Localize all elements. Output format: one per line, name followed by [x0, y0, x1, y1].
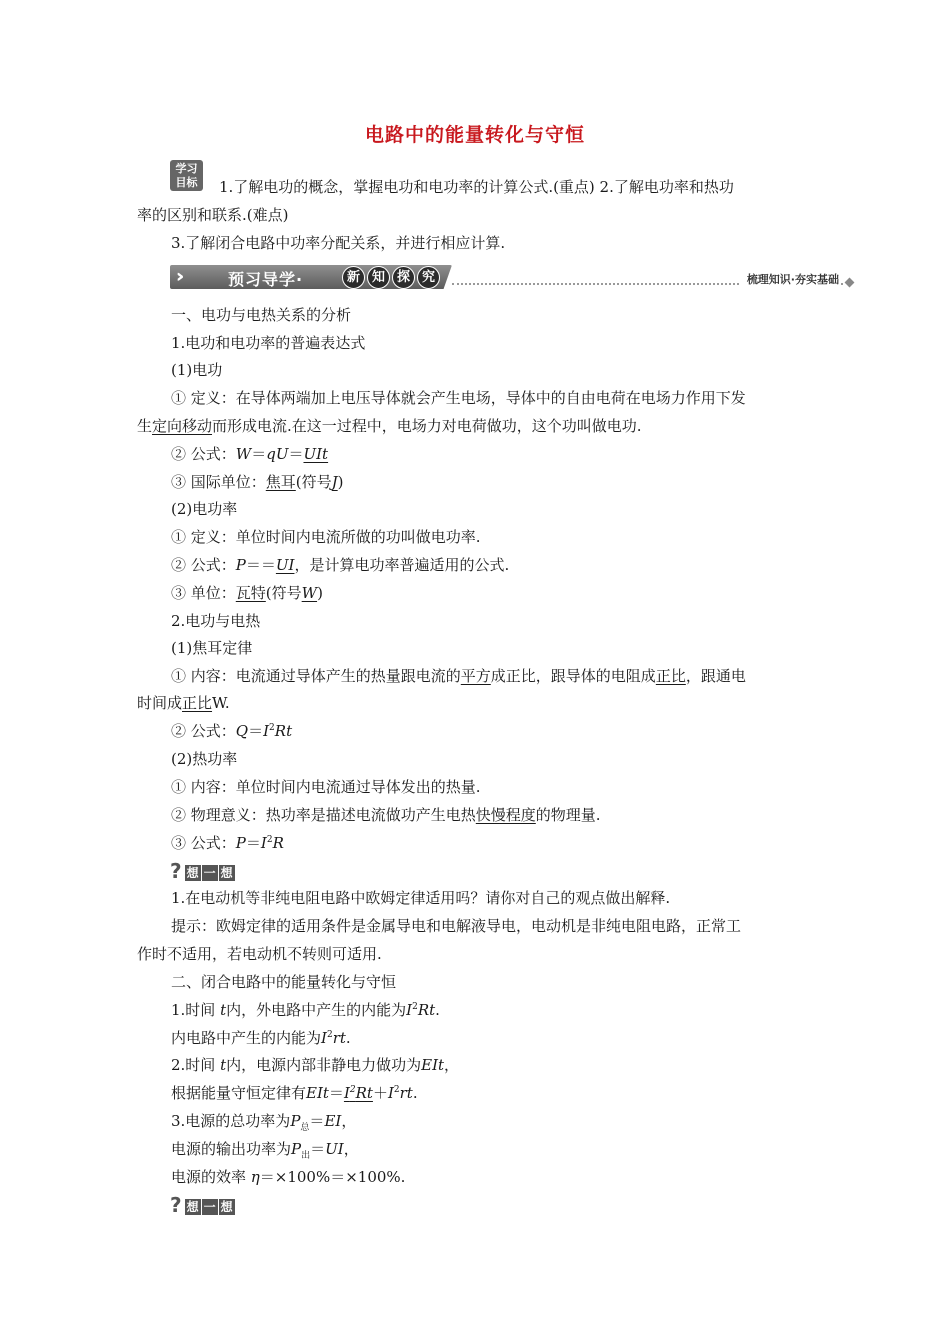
- think-label: [170, 1195, 236, 1215]
- var: UI: [325, 1140, 344, 1158]
- blank-answer: 焦耳: [265, 473, 296, 491]
- double-chevron-icon: ›››: [176, 266, 178, 287]
- goals-line-3: 3.了解闭合电路中功率分配关系，并进行相应计算.: [171, 234, 506, 252]
- think-chars: [185, 1196, 236, 1215]
- banner-subtitle: 梳理知识·夯实基础: [741, 271, 839, 287]
- text: ＝: [248, 722, 264, 740]
- goals-line-1: 1.了解电功的概念，掌握电功和电功率的计算公式.(重点) 2.了解电功率和热功: [219, 178, 734, 196]
- exponent: 2: [349, 1085, 356, 1095]
- text: ② 公式：: [171, 556, 236, 574]
- var: t: [220, 1056, 227, 1074]
- text: 内，电源内部非静电力做功为: [226, 1056, 422, 1074]
- page-title: 电路中的能量转化与守恒: [364, 124, 585, 146]
- var: I: [263, 722, 270, 740]
- var: W: [235, 445, 252, 463]
- goals-line-2: 率的区别和联系.(难点): [137, 206, 289, 224]
- text: (符号: [295, 473, 332, 491]
- var: Rt: [417, 1001, 436, 1019]
- banner-char: 究: [417, 266, 440, 289]
- diamond-icon: [845, 278, 855, 288]
- text: W.: [212, 694, 230, 712]
- var: P: [235, 834, 246, 852]
- think-char: 想: [186, 865, 199, 880]
- text: ＝: [245, 834, 261, 852]
- heat-power-content: ① 内容：单位时间内电流通过导体发出的热量.: [171, 778, 481, 796]
- var: Q: [235, 722, 249, 740]
- definition-line-2: [137, 416, 642, 436]
- question-mark-icon: ?: [170, 859, 182, 883]
- text: 3.电源的总功率为: [171, 1112, 291, 1130]
- text: 内电路中产生的内能为: [171, 1029, 322, 1047]
- text: ＝＝: [245, 556, 276, 574]
- item-2-line-1: [171, 1055, 459, 1075]
- banner-highlight-chars: [342, 266, 440, 289]
- text: 时间成: [137, 694, 183, 712]
- text: ，是计算电功率普遍适用的公式.: [294, 556, 510, 574]
- think-char: 一: [203, 865, 216, 880]
- formula-work: [171, 444, 328, 464]
- text: ，跟通电: [685, 667, 746, 685]
- subscript: 总: [300, 1123, 310, 1133]
- var: I: [406, 1001, 413, 1019]
- subscript: 出: [301, 1151, 311, 1161]
- question-mark-icon: ?: [170, 1193, 182, 1217]
- section-banner: [170, 265, 855, 291]
- text: .: [435, 1001, 440, 1019]
- text: 成正比，跟导体的电阻成: [490, 667, 656, 685]
- text: 1.时间: [171, 1001, 221, 1019]
- blank-answer: [344, 1084, 373, 1102]
- text: ＝: [310, 1140, 326, 1158]
- text: 电源的效率: [171, 1168, 251, 1186]
- banner-char: 探: [392, 266, 415, 289]
- definition-power: ① 定义：单位时间内电流所做的功叫做电功率.: [171, 528, 481, 546]
- text: 的物理量.: [535, 806, 601, 824]
- var: Rt: [355, 1084, 373, 1102]
- blank-answer: J: [331, 473, 338, 491]
- section-heading-2: 二、闭合电路中的能量转化与守恒: [171, 973, 397, 991]
- blank-answer: 平方: [460, 667, 491, 685]
- text: ③ 单位：: [171, 584, 236, 602]
- formula-heat: [171, 721, 292, 741]
- blank-answer: UIt: [303, 445, 329, 463]
- text: 2.时间: [171, 1056, 221, 1074]
- var: η: [250, 1168, 260, 1186]
- text: ): [317, 584, 323, 602]
- var: rt: [399, 1084, 413, 1102]
- text: 内，外电路中产生的内能为: [226, 1001, 407, 1019]
- think-char: 一: [203, 1199, 216, 1214]
- think-char: 想: [186, 1199, 199, 1214]
- text: ＋: [372, 1084, 388, 1102]
- question-1: 1.在电动机等非纯电阻电路中欧姆定律适用吗？请你对自己的观点做出解释.: [171, 889, 671, 907]
- var: EI: [324, 1112, 342, 1130]
- exponent: 2: [393, 1085, 400, 1095]
- text: .: [345, 1029, 351, 1047]
- banner-char: 新: [342, 266, 365, 289]
- text: ＝: [288, 445, 304, 463]
- blank-answer: 正比: [655, 667, 686, 685]
- text: ＝: [251, 445, 267, 463]
- unit-power: [171, 583, 323, 603]
- text: ＝: [328, 1084, 344, 1102]
- text: ，: [343, 1140, 359, 1158]
- item-1-line-1: [171, 1000, 440, 1020]
- text: 根据能量守恒定律有: [171, 1084, 307, 1102]
- exponent: 2: [266, 835, 273, 845]
- var: P: [291, 1140, 302, 1158]
- text: ③ 公式：: [171, 834, 236, 852]
- formula-heat-power: [171, 833, 284, 853]
- item-1-line-2: [171, 1028, 351, 1048]
- subheading-joule-law: (1)焦耳定律: [171, 639, 253, 657]
- blank-answer: UI: [275, 556, 295, 574]
- text: ② 公式：: [171, 445, 236, 463]
- text: ，: [444, 1056, 460, 1074]
- badge-line-2: 目标: [175, 176, 198, 189]
- text: ＝×100%＝×100%.: [259, 1168, 406, 1186]
- var: EIt: [306, 1084, 329, 1102]
- joule-content-line-1: [171, 666, 746, 686]
- var: qU: [266, 445, 289, 463]
- think-char: 想: [220, 865, 233, 880]
- var: I: [387, 1084, 394, 1102]
- exponent: 2: [412, 1002, 418, 1012]
- section-heading-1: 一、电功与电热关系的分析: [171, 306, 352, 324]
- banner-char: 知: [367, 266, 390, 289]
- var: I: [343, 1084, 350, 1102]
- var: rt: [332, 1029, 346, 1047]
- exponent: 2: [326, 1030, 333, 1040]
- text: ③ 国际单位：: [171, 473, 266, 491]
- hint-line-1: 提示：欧姆定律的适用条件是金属导电和电解液导电，电动机是非纯电阻电路，正常工: [171, 917, 742, 935]
- text: 生: [137, 417, 153, 435]
- definition-line-1: ① 定义：在导体两端加上电压导体就会产生电场，导体中的自由电荷在电场力作用下发: [171, 389, 746, 407]
- blank-answer: 瓦特: [235, 584, 266, 602]
- var: P: [235, 556, 246, 574]
- text: ① 内容：电流通过导体产生的热量跟电流的: [171, 667, 461, 685]
- hint-line-2: 作时不适用，若电动机不转则可适用.: [137, 945, 382, 963]
- var: EIt: [421, 1056, 445, 1074]
- text: ② 公式：: [171, 722, 236, 740]
- badge-line-1: 学习: [175, 162, 198, 175]
- text: 电源的输出功率为: [171, 1140, 292, 1158]
- blank-answer: 快慢程度: [475, 806, 536, 824]
- unit-work: [171, 472, 344, 492]
- item-3-line-3: [171, 1167, 405, 1187]
- text: ＝: [309, 1112, 325, 1130]
- text: 而形成电流.在这一过程中，电场力对电荷做功，这个功叫做电功.: [212, 417, 642, 435]
- blank-answer: W: [301, 584, 318, 602]
- text: ② 物理意义：热功率是描述电流做功产生电热: [171, 806, 476, 824]
- blank-answer: 定向移动: [152, 417, 213, 435]
- formula-power: [171, 555, 509, 575]
- heat-power-meaning: [171, 805, 601, 825]
- var: I: [321, 1029, 327, 1047]
- var: Rt: [274, 722, 293, 740]
- subheading-electric-power: (2)电功率: [171, 500, 238, 518]
- joule-content-line-2: [137, 693, 230, 713]
- exponent: 2: [269, 723, 275, 733]
- item-2-line-2: [171, 1083, 418, 1103]
- think-label: [170, 861, 236, 881]
- subheading-heat-power: (2)热功率: [171, 750, 238, 768]
- banner-title: 预习导学·: [228, 270, 304, 289]
- subheading-electric-work: (1)电功: [171, 361, 223, 379]
- var: R: [272, 834, 284, 852]
- text: .: [412, 1084, 418, 1102]
- think-char: 想: [220, 1199, 233, 1214]
- blank-answer: 正比: [182, 694, 213, 712]
- text: (符号: [265, 584, 302, 602]
- learning-goals-badge: [170, 160, 203, 191]
- text: ): [337, 473, 344, 491]
- var: I: [260, 834, 267, 852]
- text: ，: [341, 1112, 357, 1130]
- subheading-1-1: 1.电功和电功率的普遍表达式: [171, 334, 366, 352]
- var: t: [220, 1001, 227, 1019]
- item-3-line-1: [171, 1111, 356, 1131]
- subheading-1-2: 2.电功与电热: [171, 612, 261, 630]
- item-3-line-2: [171, 1139, 359, 1159]
- think-chars: [185, 862, 236, 881]
- var: P: [290, 1112, 301, 1130]
